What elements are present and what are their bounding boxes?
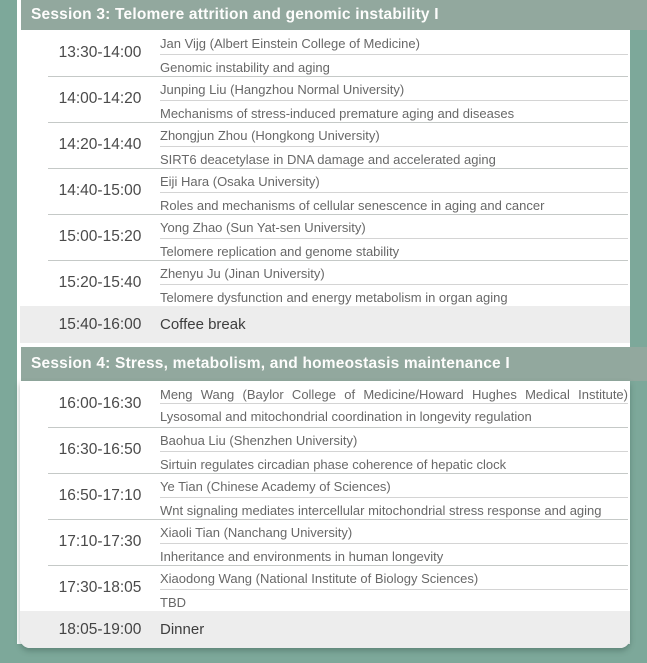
slot-speaker: Xiaoli Tian (Nanchang University) [160,519,628,544]
slot-list [20,381,630,611]
slot-time: 14:20-14:40 [58,136,142,153]
slot-talk-title: Wnt signaling mediates intercellular mitochondrial stress response and aging [160,503,602,518]
slot-time: 15:00-15:20 [58,228,142,245]
slot-talk-title: Inheritance and environments in human longevity [160,549,444,564]
slot-time: 14:00-14:20 [58,90,142,107]
slot-speaker: Junping Liu (Hangzhou Normal University) [160,76,628,101]
slot-row [20,473,630,519]
slot-row [20,427,630,473]
slot-time: 13:30-14:00 [58,44,142,61]
slot-row [20,519,630,565]
slot-list [20,30,630,306]
slot-talk-cell [160,565,630,611]
slot-speaker: Zhenyu Ju (Jinan University) [160,260,628,285]
slot-speaker: Xiaodong Wang (National Institute of Biology Sciences) [160,565,628,590]
slot-talk-title: Genomic instability and aging [160,60,330,75]
slot-row [20,76,630,122]
session-header-band [21,0,647,30]
slot-row [20,260,630,306]
session-title: Session 3: Telomere attrition and genomic instability I [31,6,439,23]
slot-talk-title: Roles and mechanisms of cellular senescence in aging and cancer [160,198,545,213]
slot-talk-cell [160,76,630,122]
slot-talk-cell [160,260,630,306]
slot-talk-cell [160,30,630,76]
break-label: Dinner [160,621,205,638]
session-header-band [21,347,647,381]
break-label: Coffee break [160,316,246,333]
break-row [20,306,630,343]
slot-talk-title: Lysosomal and mitochondrial coordination in longevity regulation [160,409,532,424]
slot-talk-title: Telomere replication and genome stability [160,244,400,259]
slot-time: 16:30-16:50 [58,441,142,458]
slot-talk-cell [160,381,630,427]
slot-talk-title: Sirtuin regulates circadian phase coherence of hepatic clock [160,457,507,472]
slot-time: 16:50-17:10 [58,487,142,504]
slot-row [20,30,630,76]
slot-time: 16:00-16:30 [58,395,142,412]
slot-time: 14:40-15:00 [58,182,142,199]
slot-talk-cell [160,168,630,214]
slot-talk-title: Telomere dysfunction and energy metabolism in organ aging [160,290,508,305]
slot-row [20,168,630,214]
slot-talk-title: TBD [160,595,186,610]
slot-talk-title: Mechanisms of stress-induced premature aging and diseases [160,106,515,121]
slot-time: 15:20-15:40 [58,274,142,291]
slot-speaker: Zhongjun Zhou (Hongkong University) [160,122,628,147]
slot-row [20,565,630,611]
slot-speaker: Jan Vijg (Albert Einstein College of Medicine) [160,30,628,55]
slot-speaker: Meng Wang (Baylor College of Medicine/Howard Hughes Medical Institute) [160,381,628,404]
slot-speaker: Yong Zhao (Sun Yat-sen University) [160,214,628,239]
session-title: Session 4: Stress, metabolism, and homeostasis maintenance I [31,355,510,372]
slot-talk-cell [160,519,630,565]
slot-row [20,122,630,168]
schedule-card [20,30,630,347]
slot-time: 17:30-18:05 [58,579,142,596]
break-time: 15:40-16:00 [58,315,142,333]
schedule-card [20,381,630,648]
slot-speaker: Eiji Hara (Osaka University) [160,168,628,193]
slot-talk-cell [160,473,630,519]
break-row [20,611,630,648]
slot-talk-cell [160,122,630,168]
slot-speaker: Baohua Liu (Shenzhen University) [160,427,628,452]
break-time: 18:05-19:00 [58,620,142,638]
slot-row [20,214,630,260]
slot-time: 17:10-17:30 [58,533,142,550]
slot-talk-title: SIRT6 deacetylase in DNA damage and accelerated aging [160,152,496,167]
session-4-section [0,347,647,648]
slot-talk-cell [160,214,630,260]
slot-speaker: Ye Tian (Chinese Academy of Sciences) [160,473,628,498]
slot-talk-cell [160,427,630,473]
slot-row [20,381,630,427]
